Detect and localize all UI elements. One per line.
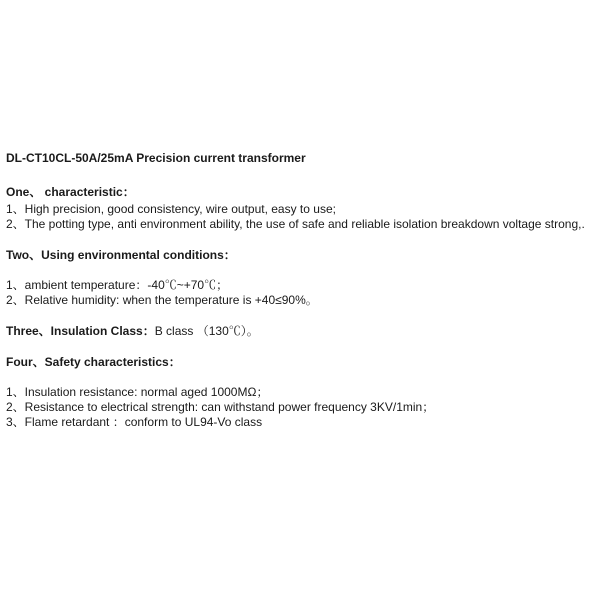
- list-item: 2、The potting type, anti environment ability, the use of safe and reliable isolation breakdown voltage strong,.: [6, 217, 585, 231]
- section-heading-safety: Four、Safety characteristics：: [6, 355, 181, 369]
- insulation-class-value: B class （130℃）。: [154, 324, 259, 338]
- section-heading-environment: Two、Using environmental conditions：: [6, 248, 236, 262]
- section-insulation-class: [6, 323, 594, 339]
- insulation-class-line: [6, 323, 594, 339]
- section-environmental-conditions: [6, 247, 594, 308]
- section-heading-characteristic: One、 characteristic：: [6, 185, 135, 199]
- list-item: 2、Relative humidity: when the temperature is +40≤90%。: [6, 293, 318, 307]
- section-heading-insulation: Three、Insulation Class：: [6, 324, 155, 338]
- document-body: [6, 150, 594, 430]
- list-item: 1、High precision, good consistency, wire output, easy to use;: [6, 202, 336, 216]
- section-characteristic: [6, 184, 594, 232]
- document-title: DL-CT10CL-50A/25mA Precision current transformer: [6, 151, 306, 165]
- list-item: 3、Flame retardant ：conform to UL94-Vo class: [6, 415, 263, 429]
- list-item: 2、Resistance to electrical strength: can withstand power frequency 3KV/1min；: [6, 400, 435, 414]
- list-item: 1、ambient temperature：-40℃~+70℃；: [6, 278, 229, 292]
- section-safety-characteristics: [6, 354, 594, 430]
- list-item: 1、Insulation resistance: normal aged 1000MΩ；: [6, 385, 269, 399]
